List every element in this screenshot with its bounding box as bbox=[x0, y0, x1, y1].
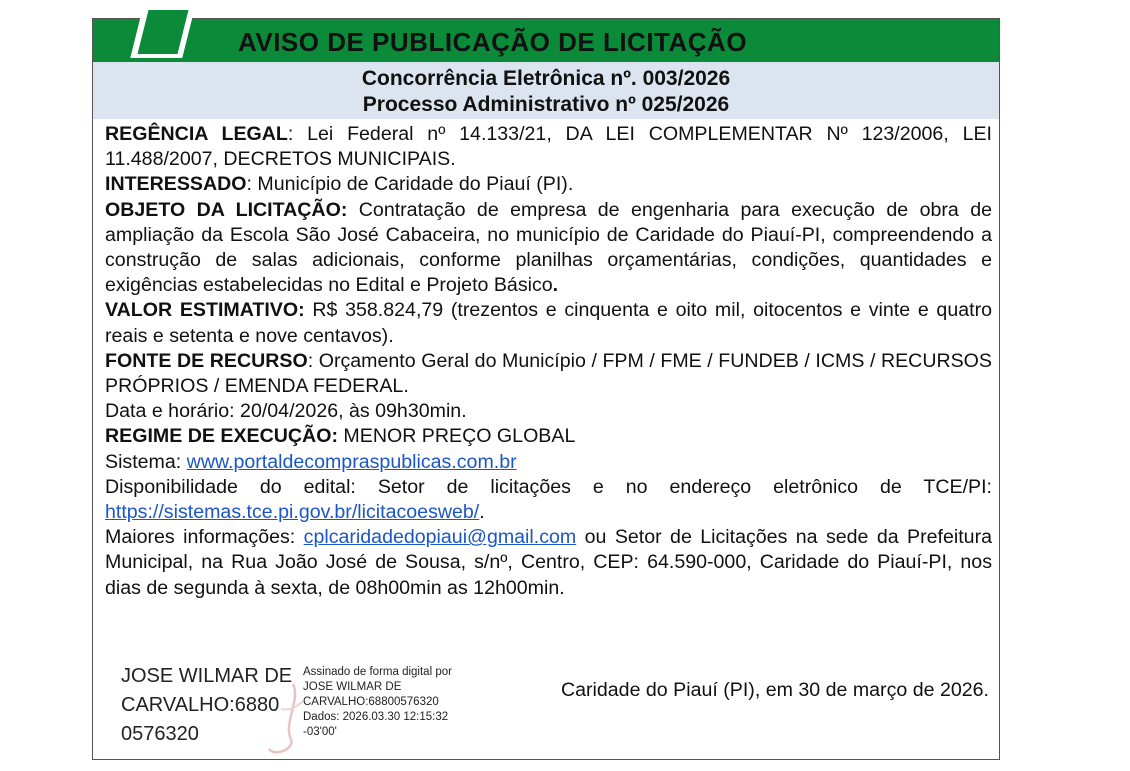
data-horario: Data e horário: 20/04/2026, às 09h30min. bbox=[105, 400, 467, 423]
signer-name-line: JOSE WILMAR DE bbox=[121, 665, 293, 687]
digital-signature-line: Assinado de forma digital por bbox=[303, 666, 452, 678]
process-line-1: Concorrência Eletrônica nº. 003/2026 bbox=[361, 67, 731, 90]
header-bar bbox=[93, 19, 999, 62]
digital-signature-line: Dados: 2026.03.30 12:15:32 bbox=[303, 711, 449, 723]
fonte-paragraph bbox=[105, 349, 992, 399]
regime-text: MENOR PREÇO GLOBAL bbox=[337, 425, 576, 448]
regime-label: REGIME DE EXECUÇÃO: bbox=[105, 425, 338, 448]
notice-frame bbox=[92, 18, 1000, 760]
disponibilidade-paragraph bbox=[105, 475, 992, 525]
objeto-text: Contratação de empresa de engenharia para execução de obra de ampliação da Escola São José Cabaceira, no município de Caridade do Piauí-PI, compreendendo a construção de salas adicionais, conforme planilhas orçamentárias, condições, quantidades e exigências estabelecidas no Edital e Projeto Básico bbox=[105, 198, 992, 297]
regime-paragraph bbox=[105, 424, 992, 449]
page-title: AVISO DE PUBLICAÇÃO DE LICITAÇÃO bbox=[238, 27, 748, 57]
regencia-paragraph bbox=[105, 122, 992, 172]
valor-label: VALOR ESTIMATIVO: bbox=[105, 299, 305, 322]
valor-text: R$ 358.824,79 (trezentos e cinquenta e oito mil, oitocentos e vinte e quatro reais e setenta e nove centavos). bbox=[105, 299, 992, 347]
regencia-label: REGÊNCIA LEGAL bbox=[105, 123, 288, 145]
digital-signature-line: CARVALHO:68800576320 bbox=[303, 696, 439, 708]
signer-name-line: CARVALHO:6880 bbox=[121, 694, 280, 716]
notice-body bbox=[105, 122, 992, 601]
objeto-label: OBJETO DA LICITAÇÃO: bbox=[105, 198, 348, 221]
informacoes-text-2: ou Setor de Licitações na sede da Prefeitura Municipal, na Rua João José de Sousa, s/nº, Centro, CEP: 64.590-000, Caridade do Piauí-PI, nos dias de segunda à sexta, de 08h00min as 12h00min. bbox=[105, 526, 992, 599]
digital-signature-line: JOSE WILMAR DE bbox=[303, 681, 402, 693]
fonte-text: : Orçamento Geral do Município / FPM / FME / FUNDEB / ICMS / RECURSOS PRÓPRIOS / EMENDA FEDERAL. bbox=[105, 349, 992, 398]
interessado-label: INTERESSADO bbox=[105, 173, 247, 196]
interessado-paragraph bbox=[105, 172, 992, 197]
informacoes-paragraph bbox=[105, 525, 992, 601]
process-line-2: Processo Administrativo nº 025/2026 bbox=[362, 93, 730, 116]
objeto-paragraph bbox=[105, 198, 992, 299]
sistema-paragraph bbox=[105, 450, 992, 475]
interessado-text: : Município de Caridade do Piauí (PI). bbox=[246, 173, 574, 196]
digital-signature-info bbox=[303, 665, 488, 740]
disponibilidade-text: Disponibilidade do edital: Setor de licitações e no endereço eletrônico de TCE/PI: bbox=[105, 475, 992, 498]
place-date: Caridade do Piauí (PI), em 30 de março de 2026. bbox=[560, 679, 989, 701]
sistema-link[interactable]: www.portaldecompraspublicas.com.br bbox=[186, 450, 517, 473]
fonte-label: FONTE DE RECURSO bbox=[105, 349, 308, 372]
disponibilidade-end: . bbox=[479, 501, 485, 524]
objeto-end: . bbox=[552, 274, 559, 297]
tce-link[interactable]: https://sistemas.tce.pi.gov.br/licitacoesweb/ bbox=[105, 501, 480, 524]
email-link[interactable]: cplcaridadedopiaui@gmail.com bbox=[303, 526, 577, 549]
sistema-label: Sistema: bbox=[105, 450, 187, 473]
regencia-text: : Lei Federal nº 14.133/21, DA LEI COMPLEMENTAR Nº 123/2006, LEI 11.488/2007, DECRETOS MUNICIPAIS. bbox=[105, 123, 992, 171]
valor-paragraph bbox=[105, 298, 992, 348]
digital-signature-line: -03'00' bbox=[303, 726, 337, 738]
informacoes-text-1: Maiores informações: bbox=[105, 526, 304, 549]
subheader bbox=[93, 62, 999, 119]
signer-name-line: 0576320 bbox=[121, 723, 199, 745]
